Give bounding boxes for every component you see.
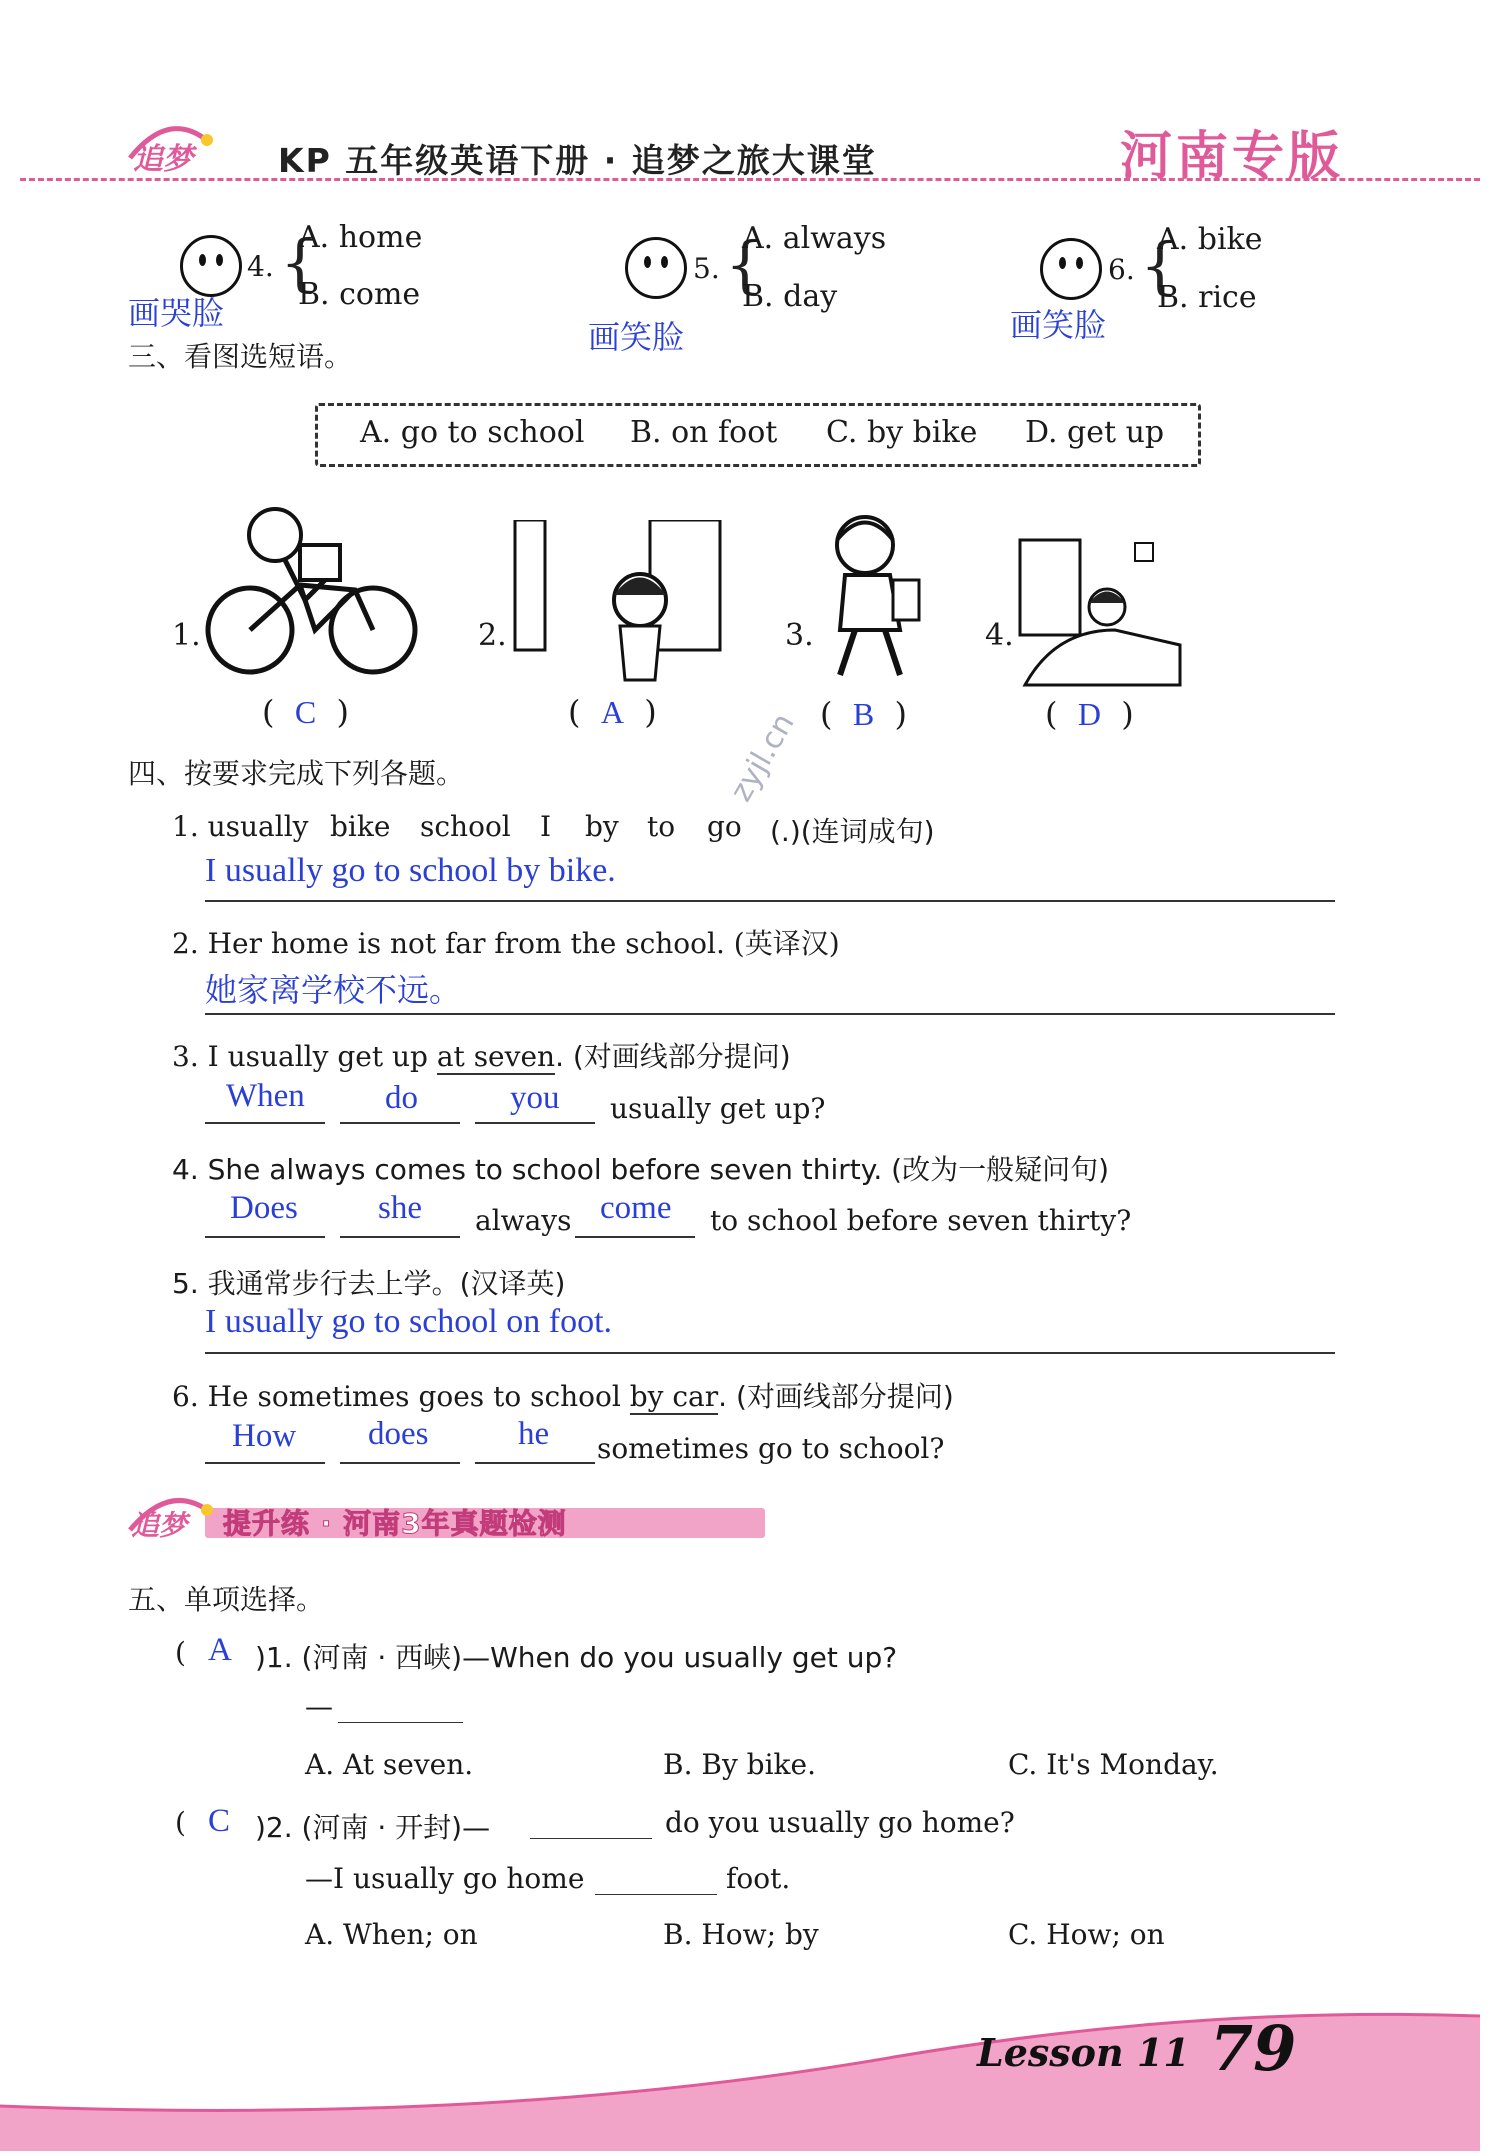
picture-answer-4: ( D ) (1045, 695, 1134, 733)
blank (205, 1236, 325, 1238)
practice-banner: 追梦 提升练 · 河南3年真题检测 (125, 1490, 685, 1548)
section4-heading: 四、按要求完成下列各题。 (128, 757, 465, 790)
blank (595, 1894, 717, 1895)
option-b: B. on foot (630, 415, 778, 450)
blank (205, 1122, 325, 1124)
answer-line (205, 1352, 1335, 1354)
brace-icon: { (725, 228, 765, 301)
blank (340, 1462, 460, 1464)
header-logo: 追梦 (125, 118, 215, 178)
answer-4-1: I usually go to school by bike. (205, 852, 616, 889)
option-c: C. by bike (826, 415, 978, 450)
answer-line (205, 1013, 1335, 1015)
blank (340, 1122, 460, 1124)
section5-heading: 五、单项选择。 (128, 1583, 325, 1616)
blank (475, 1462, 595, 1464)
picture-answer-2: ( A ) (568, 693, 657, 731)
lesson-label: Lesson 11 (977, 2030, 1190, 2075)
face-icon (1040, 238, 1102, 300)
picture-answer-1: ( C ) (262, 693, 349, 731)
page-number: 79 (1210, 2012, 1297, 2085)
blank (338, 1722, 463, 1723)
blank (340, 1236, 460, 1238)
blank (475, 1122, 595, 1124)
brace-icon: { (1140, 229, 1180, 302)
option-d: D. get up (1025, 415, 1165, 450)
answer-line (205, 900, 1335, 902)
picture-answer-3: ( B ) (820, 695, 907, 733)
girl-getting-up-icon (1015, 535, 1185, 694)
blank (205, 1462, 325, 1464)
watermark: zyjl.cn (723, 707, 802, 808)
answer-4-2: 她家离学校不远。 (205, 971, 462, 1009)
blank (530, 1838, 652, 1839)
brace-icon: { (280, 226, 320, 299)
child-walking-icon (815, 505, 935, 689)
boy-riding-bike-icon (205, 505, 420, 684)
region-label: 河南专版 (1120, 127, 1345, 187)
blank (575, 1236, 695, 1238)
section3-heading: 三、看图选短语。 (128, 340, 353, 373)
face-icon (625, 237, 687, 299)
answer-4-5: I usually go to school on foot. (205, 1303, 613, 1340)
girl-going-to-school-icon (510, 520, 725, 689)
option-a: A. go to school (360, 415, 585, 450)
header-title: KP 五年级英语下册 · 追梦之旅大课堂 (278, 141, 877, 180)
